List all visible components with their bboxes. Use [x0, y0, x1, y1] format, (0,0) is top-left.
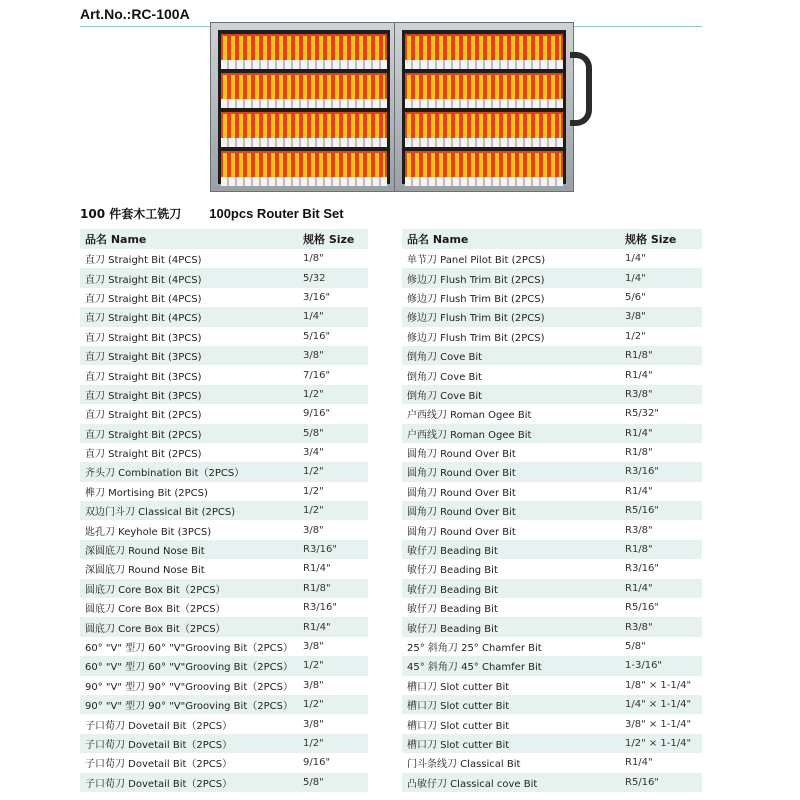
table-row — [80, 695, 368, 714]
bit-size: 1/2" — [298, 734, 368, 753]
bit-size: 1/2" — [298, 462, 368, 481]
table-row — [402, 307, 702, 326]
bit-size: R3/16" — [620, 559, 702, 578]
bit-name: 倒角刀 Cove Bit — [402, 385, 620, 404]
bit-size: 9/16" — [298, 404, 368, 423]
bit-name: 圆底刀 Core Box Bit（2PCS） — [80, 579, 298, 598]
bit-name: 槽口刀 Slot cutter Bit — [402, 714, 620, 733]
bit-size: R1/8" — [620, 346, 702, 365]
bit-size: 5/8" — [298, 424, 368, 443]
bit-name: 直刀 Straight Bit (2PCS) — [80, 443, 298, 462]
bit-size: 1/2" — [620, 327, 702, 346]
bit-size: R3/16" — [620, 462, 702, 481]
article-number: Art.No.:RC-100A — [80, 6, 190, 22]
table-row — [80, 579, 368, 598]
table-row — [402, 268, 702, 287]
bit-name: 户西线刀 Roman Ogee Bit — [402, 424, 620, 443]
table-row — [402, 753, 702, 772]
product-photo — [210, 22, 590, 194]
bit-name: 直刀 Straight Bit (4PCS) — [80, 307, 298, 326]
bit-name: 双边门斗刀 Classical Bit (2PCS) — [80, 501, 298, 520]
table-row — [80, 404, 368, 423]
column-header-name: 品名 Name — [80, 229, 298, 249]
table-row — [402, 676, 702, 695]
bit-size: R5/16" — [620, 598, 702, 617]
spec-table-right — [402, 229, 702, 792]
table-row — [402, 365, 702, 384]
bit-name: 敏仔刀 Beading Bit — [402, 579, 620, 598]
table-row — [80, 734, 368, 753]
bit-size: R1/4" — [620, 579, 702, 598]
bit-size: 1/8" — [298, 249, 368, 268]
bit-size: R3/8" — [620, 385, 702, 404]
bit-size: R1/8" — [298, 579, 368, 598]
bit-name: 深圆底刀 Round Nose Bit — [80, 559, 298, 578]
table-row — [80, 540, 368, 559]
bit-size: R5/32" — [620, 404, 702, 423]
bit-name: 直刀 Straight Bit (2PCS) — [80, 424, 298, 443]
bit-size: R3/16" — [298, 598, 368, 617]
bit-size: R1/4" — [620, 753, 702, 772]
bit-size: R1/4" — [620, 482, 702, 501]
bit-name: 90° "V" 型刀 90° "V"Grooving Bit（2PCS） — [80, 676, 298, 695]
bit-size: 3/8" — [298, 520, 368, 539]
table-row — [402, 773, 702, 792]
bit-size: R3/8" — [620, 617, 702, 636]
table-row — [80, 676, 368, 695]
bit-size: 9/16" — [298, 753, 368, 772]
table-row — [80, 249, 368, 268]
table-row — [80, 385, 368, 404]
table-row — [402, 404, 702, 423]
bit-size: 3/8" — [298, 676, 368, 695]
table-row — [402, 520, 702, 539]
table-row — [402, 501, 702, 520]
spec-table-left — [80, 229, 368, 792]
bit-name: 敏仔刀 Beading Bit — [402, 598, 620, 617]
bit-size: 1-3/16" — [620, 656, 702, 675]
table-row — [80, 598, 368, 617]
set-title-zh: 100 件套木工铣刀 — [80, 207, 182, 221]
bit-size: 3/4" — [298, 443, 368, 462]
bit-name: 榫刀 Mortising Bit (2PCS) — [80, 482, 298, 501]
case-handle — [570, 52, 592, 126]
bit-name: 匙孔刀 Keyhole Bit (3PCS) — [80, 520, 298, 539]
table-row — [402, 598, 702, 617]
bit-size: 5/8" — [620, 637, 702, 656]
bit-size: 1/8" × 1-1/4" — [620, 676, 702, 695]
bit-size: R5/16" — [620, 501, 702, 520]
table-row — [80, 268, 368, 287]
bit-name: 修边刀 Flush Trim Bit (2PCS) — [402, 268, 620, 287]
column-header-size: 规格 Size — [620, 229, 702, 249]
bit-name: 直刀 Straight Bit (3PCS) — [80, 365, 298, 384]
bit-name: 倒角刀 Cove Bit — [402, 365, 620, 384]
bit-name: 直刀 Straight Bit (3PCS) — [80, 346, 298, 365]
bit-name: 圆角刀 Round Over Bit — [402, 501, 620, 520]
bit-size: R5/16" — [620, 773, 702, 792]
bit-size: R1/4" — [620, 424, 702, 443]
table-row — [80, 443, 368, 462]
bit-size: 1/2" — [298, 501, 368, 520]
table-row — [80, 327, 368, 346]
set-title — [80, 205, 344, 222]
bit-name: 直刀 Straight Bit (3PCS) — [80, 385, 298, 404]
bit-name: 直刀 Straight Bit (4PCS) — [80, 288, 298, 307]
bit-name: 齐头刀 Combination Bit（2PCS） — [80, 462, 298, 481]
bit-name: 子口荀刀 Dovetail Bit（2PCS） — [80, 734, 298, 753]
bit-size: 3/8" — [298, 637, 368, 656]
bit-size: 1/4" — [620, 249, 702, 268]
bit-size: 5/16" — [298, 327, 368, 346]
bit-name: 直刀 Straight Bit (4PCS) — [80, 249, 298, 268]
bit-name: 60° "V" 型刀 60° "V"Grooving Bit（2PCS） — [80, 656, 298, 675]
table-row — [402, 540, 702, 559]
bit-size: 5/6" — [620, 288, 702, 307]
case-right-half — [394, 22, 574, 192]
table-row — [80, 462, 368, 481]
table-row — [80, 714, 368, 733]
table-row — [402, 637, 702, 656]
column-header-size: 规格 Size — [298, 229, 368, 249]
left-table-body — [80, 249, 368, 792]
bit-size: 5/8" — [298, 773, 368, 792]
table-row — [80, 656, 368, 675]
table-row — [402, 249, 702, 268]
table-row — [402, 288, 702, 307]
bit-size: 3/8" — [620, 307, 702, 326]
table-row — [80, 559, 368, 578]
bit-name: 槽口刀 Slot cutter Bit — [402, 734, 620, 753]
table-row — [402, 656, 702, 675]
table-row — [80, 520, 368, 539]
bit-name: 子口荀刀 Dovetail Bit（2PCS） — [80, 753, 298, 772]
bit-name: 圆角刀 Round Over Bit — [402, 462, 620, 481]
bit-name: 直刀 Straight Bit (3PCS) — [80, 327, 298, 346]
set-title-en: 100pcs Router Bit Set — [209, 206, 344, 221]
bit-size: 1/4" × 1-1/4" — [620, 695, 702, 714]
table-row — [402, 385, 702, 404]
bit-name: 敏仔刀 Beading Bit — [402, 540, 620, 559]
bit-name: 圆底刀 Core Box Bit（2PCS） — [80, 617, 298, 636]
table-row — [402, 559, 702, 578]
bit-size: 1/4" — [298, 307, 368, 326]
bit-name: 90° "V" 型刀 90° "V"Grooving Bit（2PCS） — [80, 695, 298, 714]
bit-size: 1/2" — [298, 482, 368, 501]
bit-name: 圆角刀 Round Over Bit — [402, 443, 620, 462]
bit-name: 门斗条线刀 Classical Bit — [402, 753, 620, 772]
table-row — [402, 714, 702, 733]
bit-name: 修边刀 Flush Trim Bit (2PCS) — [402, 288, 620, 307]
table-row — [80, 501, 368, 520]
bit-size: R1/4" — [298, 559, 368, 578]
bit-size: R1/4" — [298, 617, 368, 636]
table-row — [402, 734, 702, 753]
table-row — [402, 424, 702, 443]
bit-size: R1/8" — [620, 443, 702, 462]
bit-name: 子口荀刀 Dovetail Bit（2PCS） — [80, 714, 298, 733]
bit-size: 1/2" × 1-1/4" — [620, 734, 702, 753]
bit-name: 25° 斜角刀 25° Chamfer Bit — [402, 637, 620, 656]
bit-size: R3/16" — [298, 540, 368, 559]
table-row — [80, 424, 368, 443]
bit-name: 直刀 Straight Bit (4PCS) — [80, 268, 298, 287]
bit-name: 圆底刀 Core Box Bit（2PCS） — [80, 598, 298, 617]
bit-name: 倒角刀 Cove Bit — [402, 346, 620, 365]
bit-size: 3/8" — [298, 346, 368, 365]
bit-size: 3/8" × 1-1/4" — [620, 714, 702, 733]
table-row — [80, 753, 368, 772]
bit-name: 圆角刀 Round Over Bit — [402, 482, 620, 501]
table-row — [402, 482, 702, 501]
bit-name: 槽口刀 Slot cutter Bit — [402, 676, 620, 695]
bit-size: 3/16" — [298, 288, 368, 307]
bit-name: 60° "V" 型刀 60° "V"Grooving Bit（2PCS） — [80, 637, 298, 656]
table-row — [80, 288, 368, 307]
bit-size: 1/2" — [298, 385, 368, 404]
table-row — [402, 327, 702, 346]
bit-name: 圆角刀 Round Over Bit — [402, 520, 620, 539]
bit-name: 槽口刀 Slot cutter Bit — [402, 695, 620, 714]
table-row — [80, 773, 368, 792]
table-row — [80, 637, 368, 656]
table-row — [80, 482, 368, 501]
bit-size: R1/4" — [620, 365, 702, 384]
table-row — [80, 307, 368, 326]
bit-size: R3/8" — [620, 520, 702, 539]
bit-size: 1/2" — [298, 656, 368, 675]
bit-size: 7/16" — [298, 365, 368, 384]
bit-size: 1/2" — [298, 695, 368, 714]
bit-name: 修边刀 Flush Trim Bit (2PCS) — [402, 307, 620, 326]
bit-name: 敏仔刀 Beading Bit — [402, 617, 620, 636]
table-row — [402, 346, 702, 365]
bit-name: 深圆底刀 Round Nose Bit — [80, 540, 298, 559]
bit-size: R1/8" — [620, 540, 702, 559]
table-row — [402, 579, 702, 598]
bit-name: 敏仔刀 Beading Bit — [402, 559, 620, 578]
case-left-half — [210, 22, 398, 192]
column-header-name: 品名 Name — [402, 229, 620, 249]
right-table-body — [402, 249, 702, 792]
bit-name: 户西线刀 Roman Ogee Bit — [402, 404, 620, 423]
table-row — [402, 462, 702, 481]
table-row — [402, 617, 702, 636]
bit-name: 修边刀 Flush Trim Bit (2PCS) — [402, 327, 620, 346]
bit-name: 凸敏仔刀 Classical cove Bit — [402, 773, 620, 792]
bit-size: 1/4" — [620, 268, 702, 287]
table-row — [80, 617, 368, 636]
table-row — [402, 443, 702, 462]
bit-name: 45° 斜角刀 45° Chamfer Bit — [402, 656, 620, 675]
bit-name: 直刀 Straight Bit (2PCS) — [80, 404, 298, 423]
bit-name: 子口荀刀 Dovetail Bit（2PCS） — [80, 773, 298, 792]
table-row — [80, 346, 368, 365]
bit-size: 5/32 — [298, 268, 368, 287]
table-row — [80, 365, 368, 384]
bit-name: 单节刀 Panel Pilot Bit (2PCS) — [402, 249, 620, 268]
bit-size: 3/8" — [298, 714, 368, 733]
table-row — [402, 695, 702, 714]
